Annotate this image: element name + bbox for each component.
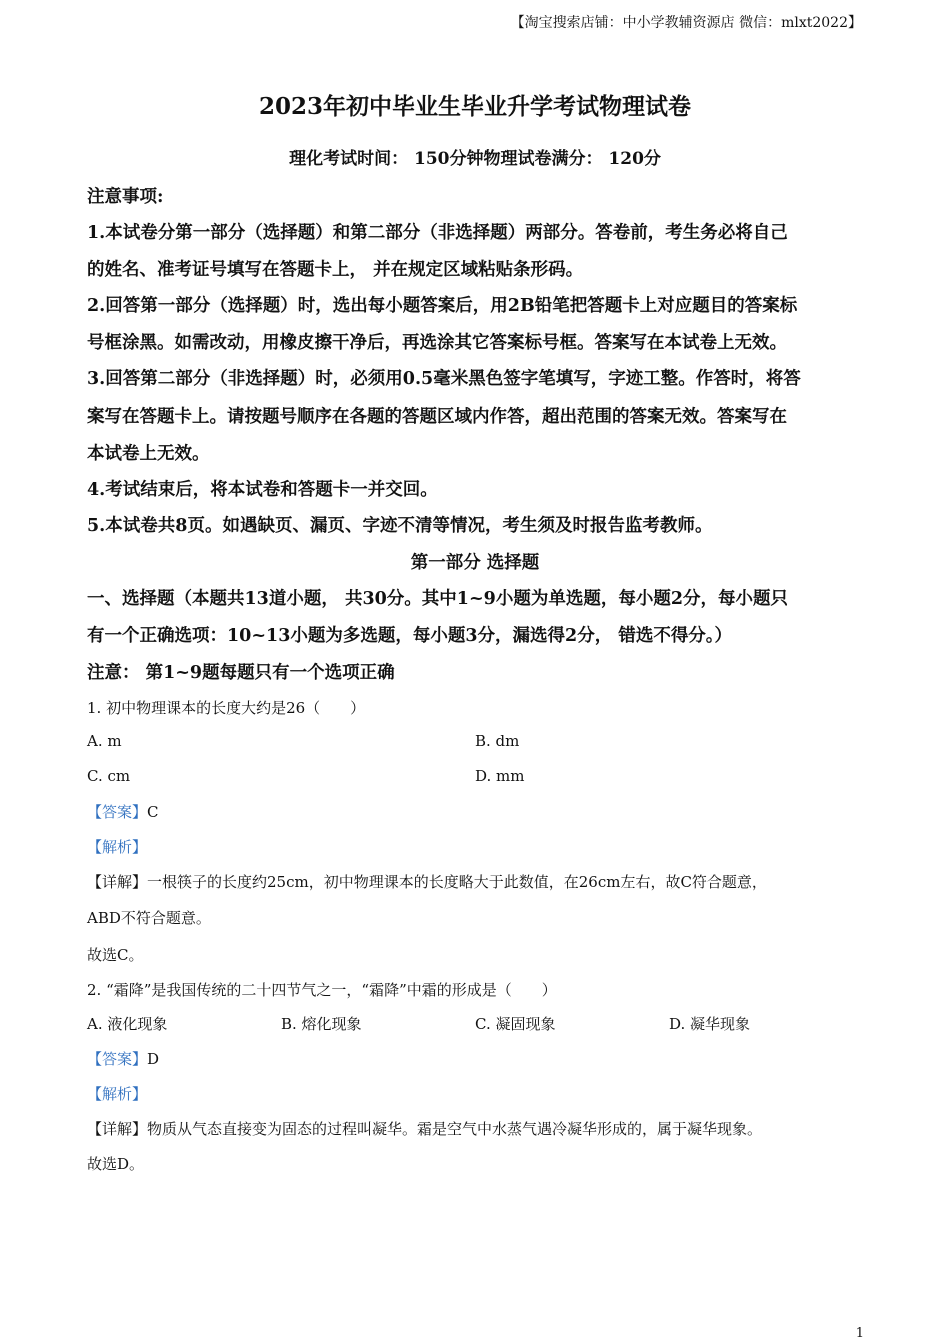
question-1-option-b: B. dm [475, 732, 520, 750]
question-2-conclusion: 故选D。 [87, 1155, 145, 1173]
question-2-option-b: B. 熔化现象 [281, 1015, 362, 1033]
question-2-stem: 2. “霜降”是我国传统的二十四节气之一，“霜降”中霜的形成是（ ） [87, 981, 557, 999]
notice-line: 3.回答第二部分（非选择题）时，必须用0.5毫米黑色签字笔填写，字迹工整。作答时，将答 [87, 369, 801, 389]
analysis-tag: 【解析】 [87, 838, 148, 856]
notice-line: 本试卷上无效。 [87, 444, 210, 464]
question-1-option-a: A. m [87, 732, 122, 750]
detail-text: 物质从气态直接变为固态的过程叫凝华。霜是空气中水蒸气遇冷凝华形成的，属于凝华现象。 [147, 1120, 763, 1138]
question-1-answer [87, 801, 863, 822]
notice-line: 案写在答题卡上。请按题号顺序在各题的答题区域内作答，超出范围的答案无效。答案写在 [87, 407, 787, 427]
question-2-option-d: D. 凝华现象 [669, 1015, 751, 1033]
question-1-option-d: D. mm [475, 767, 525, 785]
notice-line: 5.本试卷共8页。如遇缺页、漏页、字迹不清等情况，考生须及时报告监考教师。 [87, 516, 713, 536]
notice-line: 2.回答第一部分（选择题）时，选出每小题答案后，用2B铅笔把答题卡上对应题目的答案标 [87, 296, 798, 316]
header-note: 【淘宝搜索店铺：中小学教辅资源店 微信：mlxt2022】 [510, 15, 862, 31]
detail-tag: 【详解】 [87, 1120, 148, 1138]
page-number: 1 [855, 1326, 864, 1341]
question-1-conclusion: 故选C。 [87, 946, 144, 964]
question-1-detail [87, 871, 863, 892]
question-2-option-a: A. 液化现象 [87, 1015, 168, 1033]
question-1-option-c: C. cm [87, 767, 131, 785]
notice-line: 号框涂黑。如需改动，用橡皮擦干净后，再选涂其它答案标号框。答案写在本试卷上无效。 [87, 333, 787, 353]
question-2-analysis [87, 1083, 863, 1104]
part-title: 第一部分 选择题 [410, 553, 540, 573]
notice-line: 4.考试结束后，将本试卷和答题卡一并交回。 [87, 480, 438, 500]
question-2-answer [87, 1048, 863, 1069]
question-2-detail [87, 1118, 863, 1139]
detail-tag: 【详解】 [87, 873, 148, 891]
section-heading: 有一个正确选项：10~13小题为多选题，每小题3分，漏选得2分， 错选不得分。） [87, 626, 733, 646]
notice-line: 的姓名、准考证号填写在答题卡上， 并在规定区域粘贴条形码。 [87, 260, 584, 280]
analysis-tag: 【解析】 [87, 1085, 148, 1103]
answer-tag: 【答案】 [87, 803, 148, 821]
notice-line: 1.本试卷分第一部分（选择题）和第二部分（非选择题）两部分。答卷前，考生务必将自己 [87, 223, 788, 243]
exam-info: 理化考试时间： 150分钟物理试卷满分： 120分 [289, 149, 661, 169]
answer-value: C [147, 803, 159, 821]
notice-heading: 注意事项: [87, 187, 164, 207]
answer-value: D [147, 1050, 160, 1068]
section-heading: 一、选择题（本题共13道小题， 共30分。其中1~9小题为单选题，每小题2分，每小题只 [87, 589, 788, 609]
answer-tag: 【答案】 [87, 1050, 148, 1068]
question-1-stem: 1. 初中物理课本的长度大约是26（ ） [87, 699, 366, 717]
question-2-option-c: C. 凝固现象 [475, 1015, 556, 1033]
question-1-analysis [87, 836, 863, 857]
detail-text: 一根筷子的长度约25cm，初中物理课本的长度略大于此数值，在26cm左右，故C符合题意， [147, 873, 767, 891]
page-title: 2023年初中毕业生毕业升学考试物理试卷 [258, 93, 691, 120]
section-note: 注意： 第1~9题每题只有一个选项正确 [87, 663, 395, 683]
question-1-detail-cont: ABD不符合题意。 [87, 909, 211, 927]
